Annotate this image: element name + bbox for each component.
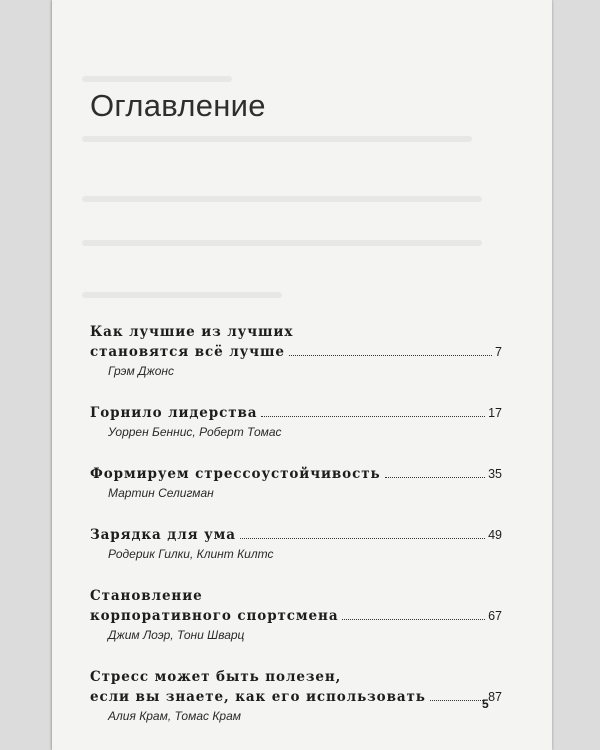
dot-leader [261,416,485,417]
toc-entry-title-text: если вы знаете, как его использовать [90,689,426,705]
toc-entry-authors: Родерик Гилки, Клинт Килтс [108,547,274,561]
toc-entry-page-number: 7 [495,345,502,359]
toc-entry-title-line [90,342,502,362]
dot-leader [289,355,492,356]
toc-entry-page-number: 87 [488,690,502,704]
table-of-contents [90,322,502,748]
toc-entry-title-text: Стресс может быть полезен, [90,669,342,685]
show-through-line [82,240,482,246]
dot-leader [385,477,486,478]
toc-entry-title-line [90,525,502,545]
page-title: Оглавление [90,88,266,123]
toc-entry-title-line [90,606,502,626]
show-through-line [82,292,282,298]
toc-entry-title-line [90,667,502,687]
toc-entry-page-number: 17 [488,406,502,420]
toc-entry-title-text: становятся всё лучше [90,344,285,360]
dot-leader [240,538,485,539]
book-page [52,0,552,750]
toc-entry-title-text: Становление [90,588,203,604]
page-number: 5 [482,697,489,711]
toc-entry-authors: Алия Крам, Томас Крам [108,709,241,723]
toc-entry [90,525,502,562]
toc-entry-authors: Джим Лоэр, Тони Шварц [108,628,245,642]
toc-entry-title-text: Формируем стрессоустойчивость [90,466,381,482]
toc-entry-title-text: Горнило лидерства [90,405,258,421]
toc-entry-title-line [90,322,502,342]
toc-entry [90,667,502,724]
toc-entry-title-line [90,586,502,606]
toc-entry-authors: Мартин Селигман [108,486,214,500]
show-through-line [82,136,472,142]
toc-entry-title-text: Зарядка для ума [90,527,236,543]
toc-entry [90,403,502,440]
toc-entry-title-text: Как лучшие из лучших [90,324,294,340]
toc-entry-title-line [90,687,502,707]
toc-entry-page-number: 49 [488,528,502,542]
show-through-line [82,76,232,82]
toc-entry-page-number: 35 [488,467,502,481]
toc-entry-authors: Грэм Джонс [108,364,174,378]
dot-leader [430,700,485,701]
toc-entry [90,586,502,643]
toc-entry-authors: Уоррен Беннис, Роберт Томас [108,425,282,439]
toc-entry-title-line [90,403,502,423]
toc-entry [90,464,502,501]
toc-entry [90,322,502,379]
show-through-texture [52,0,552,310]
show-through-line [82,196,482,202]
dot-leader [342,619,485,620]
toc-entry-title-text: корпоративного спортсмена [90,608,339,624]
toc-entry-title-line [90,464,502,484]
toc-entry-page-number: 67 [488,609,502,623]
